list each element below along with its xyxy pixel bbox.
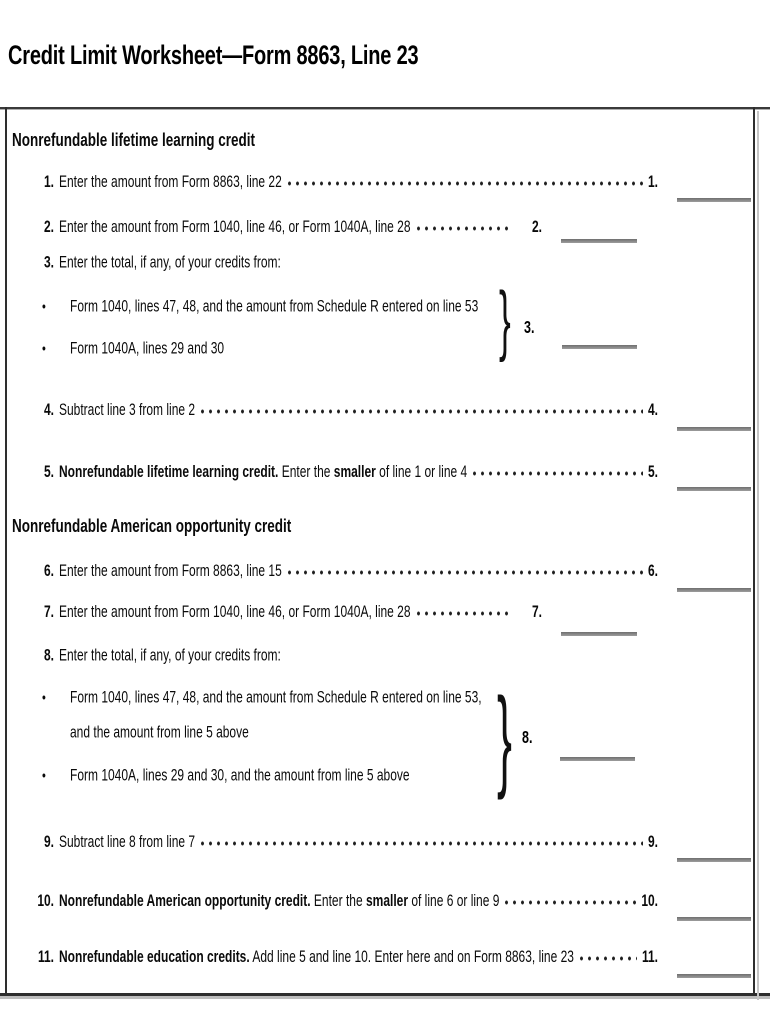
bullet-icon: • (42, 690, 46, 707)
line-1-text: Enter the amount from Form 8863, line 22 (59, 171, 282, 192)
line-11-number: 11. (37, 946, 54, 967)
line-5-number: 5. (43, 461, 54, 482)
dot-leader (505, 888, 636, 906)
line-8-row (20, 644, 281, 667)
line-9-number: 9. (43, 831, 54, 852)
bullet-icon: • (42, 768, 46, 785)
line-8-bullet-1-continued (70, 721, 249, 744)
worksheet-title: Credit Limit Worksheet—Form 8863, Line 23 (8, 41, 419, 71)
dot-leader (201, 829, 643, 847)
line-8-bullet-1-text-line-1: Form 1040, lines 47, 48, and the amount from Schedule R entered on line 53, (70, 687, 482, 707)
line-4-amount-blank[interactable] (677, 427, 751, 431)
line-8-number: 8. (43, 645, 54, 665)
line-3-amount-blank[interactable] (562, 345, 637, 349)
line-10-ref-number: 10. (641, 890, 658, 911)
line-7-amount-blank[interactable] (561, 632, 637, 636)
line-4-text: Subtract line 3 from line 2 (59, 399, 196, 420)
line-3-text: Enter the total, if any, of your credits from: (59, 252, 281, 272)
box-bottom-rule (0, 993, 770, 999)
line-7-ref-number: 7. (531, 601, 542, 622)
line-6-ref-number: 6. (647, 560, 658, 581)
line-5-amount-blank[interactable] (677, 487, 751, 491)
line-7-row (20, 599, 542, 624)
line-2-text: Enter the amount from Form 1040, line 46, or Form 1040A, line 28 (59, 216, 411, 237)
line-3-side-label: 3. (524, 318, 535, 338)
dot-leader (288, 558, 643, 576)
line-3-number: 3. (43, 252, 54, 272)
line-6-number: 6. (43, 560, 54, 581)
line-9-amount-blank[interactable] (677, 858, 751, 862)
dot-leader (473, 459, 643, 477)
line-3-row (20, 251, 281, 274)
line-1-number: 1. (43, 171, 54, 192)
line-10-row (20, 888, 658, 913)
box-right-rule (753, 107, 755, 996)
line-3-bullet-2 (42, 337, 224, 362)
box-right-rule-shadow (757, 111, 759, 1000)
dot-leader (201, 397, 643, 415)
line-10-number: 10. (37, 890, 54, 911)
section-heading-american-opportunity: Nonrefundable American opportunity credit (12, 515, 292, 537)
line-4-row (20, 397, 658, 422)
line-10-amount-blank[interactable] (677, 917, 751, 921)
line-1-amount-blank[interactable] (677, 198, 751, 202)
line-8-amount-blank[interactable] (560, 757, 635, 761)
bullet-icon: • (42, 341, 46, 358)
line-1-ref-number: 1. (647, 171, 658, 192)
line-1-row (20, 169, 658, 194)
line-11-text: Nonrefundable education credits. Add line 5 and line 10. Enter here and on Form 8863, line 23 (59, 946, 574, 967)
line-8-bullet-2-text: Form 1040A, lines 29 and 30, and the amount from line 5 above (70, 765, 410, 785)
line-7-number: 7. (43, 601, 54, 622)
line-11-amount-blank[interactable] (677, 974, 751, 978)
line-4-ref-number: 4. (647, 399, 658, 420)
line-5-ref-number: 5. (647, 461, 658, 482)
line-6-row (20, 558, 658, 583)
line-3-bullet-2-text: Form 1040A, lines 29 and 30 (70, 338, 225, 358)
line-8-bullet-2 (42, 764, 410, 789)
line-5-text: Nonrefundable lifetime learning credit. Enter the smaller of line 1 or line 4 (59, 461, 468, 482)
line-6-amount-blank[interactable] (677, 588, 751, 592)
line-9-row (20, 829, 658, 854)
brace-icon: } (497, 675, 512, 800)
line-10-text: Nonrefundable American opportunity credit. Enter the smaller of line 6 or line 9 (59, 890, 500, 911)
dot-leader (417, 214, 511, 232)
line-9-text: Subtract line 8 from line 7 (59, 831, 196, 852)
line-2-ref-number: 2. (531, 216, 542, 237)
line-11-row (20, 944, 658, 969)
line-8-side-label: 8. (522, 728, 533, 748)
dot-leader (288, 169, 643, 187)
line-2-row (20, 214, 542, 239)
line-11-ref-number: 11. (641, 946, 658, 967)
line-5-row (20, 459, 658, 484)
line-7-text: Enter the amount from Form 1040, line 46, or Form 1040A, line 28 (59, 601, 411, 622)
dot-leader (417, 599, 511, 617)
bullet-icon: • (42, 299, 46, 316)
line-8-bullet-1 (42, 686, 482, 711)
line-2-amount-blank[interactable] (561, 239, 637, 243)
dot-leader (580, 944, 637, 962)
line-6-text: Enter the amount from Form 8863, line 15 (59, 560, 282, 581)
line-4-number: 4. (43, 399, 54, 420)
line-9-ref-number: 9. (647, 831, 658, 852)
box-top-rule (0, 107, 770, 110)
section-heading-lifetime-learning: Nonrefundable lifetime learning credit (12, 129, 256, 151)
line-2-number: 2. (43, 216, 54, 237)
line-3-bullet-1 (42, 295, 478, 320)
brace-icon: } (499, 275, 511, 363)
line-8-bullet-1-text-line-2: and the amount from line 5 above (70, 722, 249, 742)
line-3-bullet-1-text: Form 1040, lines 47, 48, and the amount from Schedule R entered on line 53 (70, 296, 479, 316)
box-left-rule (5, 107, 7, 996)
line-8-text: Enter the total, if any, of your credits from: (59, 645, 281, 665)
